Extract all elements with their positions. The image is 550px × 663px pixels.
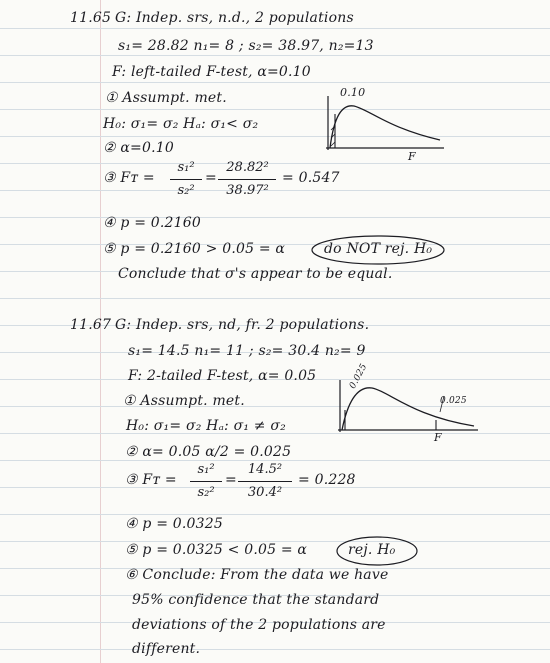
find-line: F: left-tailed F-test, α=0.10 [112,64,311,80]
conclusion-line-2: 95% confidence that the standard [132,592,380,608]
fraction-numerator: 28.82² [226,160,269,175]
step-5-compare: ⑤ p = 0.2160 > 0.05 = α [103,241,286,257]
fraction-denominator: s₂² [197,485,215,500]
conclusion-line-4: different. [132,641,201,657]
ruled-line [0,109,550,110]
fraction-numerator: s₁² [177,160,195,175]
given-line: G: Indep. srs, nd, fr. 2 populations. [115,317,370,333]
decision-circle [334,534,420,568]
step-2-alpha: ② α=0.10 [103,140,174,156]
sample-stats-line: s₁= 14.5 n₁= 11 ; s₂= 30.4 n₂= 9 [128,343,366,359]
fraction-numerator: 14.5² [247,462,283,477]
f-axis-label: F [434,431,442,444]
fraction-denominator: s₂² [177,183,195,198]
hypotheses-line: H₀: σ₁= σ₂ Hₐ: σ₁ ≠ σ₂ [126,418,286,434]
equals-sign: = [225,472,237,488]
step-4-pvalue: ④ p = 0.2160 [103,215,201,231]
equals-sign: = [205,170,217,186]
hypotheses-line: H₀: σ₁= σ₂ Hₐ: σ₁< σ₂ [103,116,259,132]
step-2-alpha: ② α= 0.05 α/2 = 0.025 [125,444,292,460]
step-5-compare: ⑤ p = 0.0325 < 0.05 = α [125,542,308,558]
conclusion-line-3: deviations of the 2 populations are [132,617,386,633]
fraction-bar [170,179,202,180]
ruled-line [0,514,550,515]
fraction-bar [190,481,222,482]
ruled-line [0,190,550,191]
problem-number: 11.65 [70,10,112,26]
alpha-area-label: 0.10 [340,86,366,99]
step-1-assumptions: ① Assumpt. met. [105,90,227,106]
fraction-numerator: s₁² [197,462,215,477]
ruled-line [0,649,550,650]
ruled-line [0,82,550,83]
decision-circle [308,233,448,267]
left-tail-label: 0.025 [348,362,370,391]
problem-number: 11.67 [70,317,112,333]
ruled-line [0,28,550,29]
ruled-line [0,163,550,164]
conclusion-line: Conclude that σ's appear to be equal. [118,266,393,282]
decision-text: do NOT rej. H₀ [324,241,433,257]
step-6-conclusion: ⑥ Conclude: From the data we have [125,567,389,583]
ruled-line [0,136,550,137]
ruled-line [0,298,550,299]
fraction-denominator: 30.4² [247,485,283,500]
ruled-line [0,217,550,218]
step-3-label: ③ Fᴛ = [125,472,177,488]
f-distribution-graph-left-tail [318,86,448,171]
step-3-label: ③ Fᴛ = [103,170,155,186]
fraction-denominator: 38.97² [226,183,269,198]
step-4-pvalue: ④ p = 0.0325 [125,516,223,532]
right-tail-label: 0.025 [440,396,467,406]
ruled-line [0,460,550,461]
ruled-line [0,55,550,56]
fraction-bar [218,179,276,180]
step-1-assumptions: ① Assumpt. met. [123,393,245,409]
test-statistic-value: = 0.547 [282,170,340,186]
find-line: F: 2-tailed F-test, α= 0.05 [128,368,317,384]
given-line: G: Indep. srs, n.d., 2 populations [115,10,354,26]
fraction-bar [238,481,292,482]
decision-text: rej. H₀ [348,542,396,558]
sample-stats-line: s₁= 28.82 n₁= 8 ; s₂= 38.97, n₂=13 [118,38,374,54]
test-statistic-value: = 0.228 [298,472,356,488]
f-axis-label: F [408,150,416,163]
